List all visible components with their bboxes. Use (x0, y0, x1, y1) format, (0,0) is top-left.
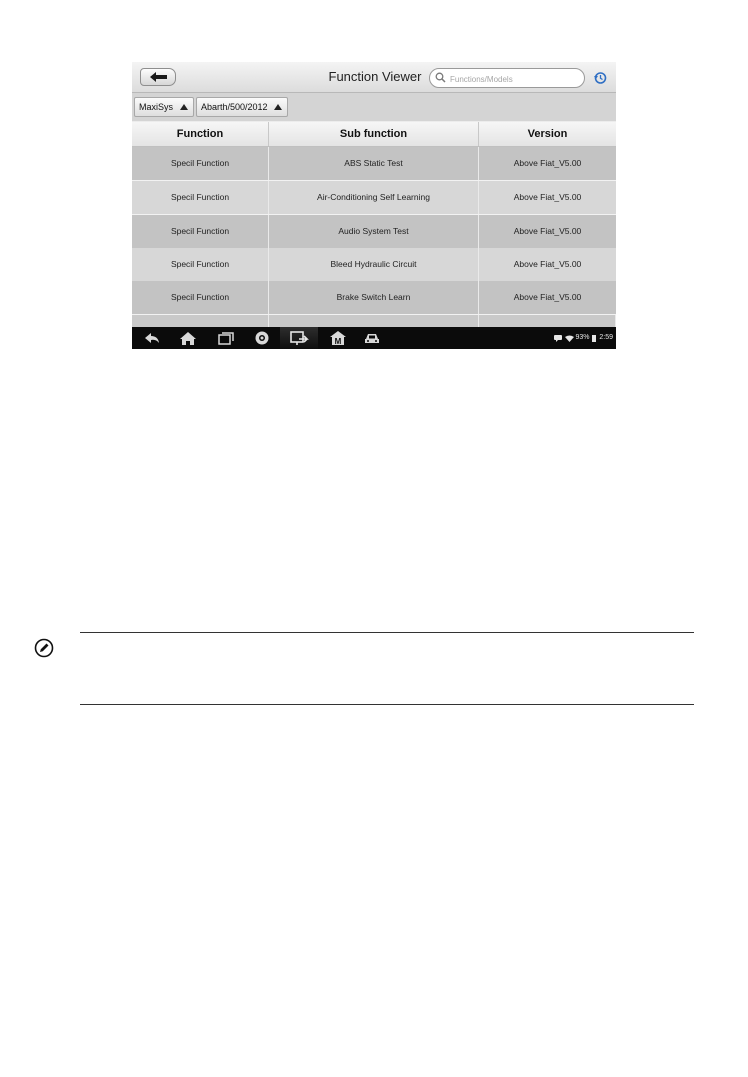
system-dropdown-label: MaxiSys (139, 102, 174, 112)
screenshot-icon[interactable] (289, 330, 309, 346)
partial-cell (269, 315, 479, 327)
battery-icon (592, 335, 596, 342)
vehicle-dropdown-label: Abarth/500/2012 (201, 102, 268, 112)
sub-function-cell: Bleed Hydraulic Circuit (269, 248, 479, 281)
browser-icon[interactable] (252, 330, 272, 346)
partial-cell (132, 315, 269, 327)
svg-text:M: M (334, 337, 342, 346)
back-icon[interactable] (142, 330, 162, 346)
back-button[interactable] (140, 68, 176, 86)
back-arrow-icon (149, 71, 169, 83)
tablet-screen (132, 62, 616, 349)
sub-function-cell: Air-Conditioning Self Learning (269, 181, 479, 214)
search-icon (435, 72, 446, 83)
car-icon[interactable] (362, 330, 382, 346)
function-cell: Specil Function (132, 147, 269, 180)
note-divider-top (80, 632, 694, 633)
table-row[interactable] (132, 181, 616, 215)
search-box[interactable] (429, 68, 585, 88)
sub-function-cell: Brake Switch Learn (269, 281, 479, 314)
android-nav-bar (132, 327, 616, 349)
version-cell: Above Fiat_V5.00 (513, 259, 582, 269)
table-header (132, 122, 616, 147)
status-area (554, 333, 613, 343)
note-divider-bottom (80, 704, 694, 705)
column-header-sub-function[interactable]: Sub function (269, 122, 479, 146)
top-bar (132, 62, 616, 93)
vehicle-dropdown[interactable] (196, 97, 288, 117)
sub-function-cell: ABS Static Test (269, 147, 479, 180)
system-dropdown[interactable] (134, 97, 194, 117)
table-row[interactable] (132, 147, 616, 181)
maxisys-home-icon[interactable] (328, 330, 348, 346)
search-input[interactable] (448, 71, 582, 87)
version-cell: Above Fiat_V5.00 (513, 226, 582, 236)
column-header-version[interactable]: Version (527, 128, 568, 140)
version-cell: Above Fiat_V5.00 (513, 192, 582, 202)
version-cell: Above Fiat_V5.00 (513, 292, 582, 302)
clock: 2:59 (599, 334, 613, 341)
sub-function-cell: Audio System Test (269, 215, 479, 248)
note-pencil-icon (34, 638, 54, 658)
function-cell: Specil Function (132, 248, 269, 281)
triangle-up-icon (180, 104, 188, 110)
table-row[interactable] (132, 215, 616, 249)
page-title: Function Viewer (328, 69, 422, 84)
battery-percent: 93% (575, 334, 590, 341)
filter-bar (132, 93, 616, 121)
function-cell: Specil Function (132, 281, 269, 314)
version-cell: Above Fiat_V5.00 (513, 158, 582, 168)
recent-apps-icon[interactable] (216, 330, 236, 346)
table-row[interactable] (132, 248, 616, 282)
table-row-partial (132, 315, 616, 327)
table-row[interactable] (132, 281, 616, 315)
column-header-function[interactable]: Function (132, 122, 269, 146)
triangle-up-icon (274, 104, 282, 110)
home-icon[interactable] (178, 330, 198, 346)
partial-cell (479, 315, 616, 327)
history-icon[interactable] (593, 71, 607, 85)
function-cell: Specil Function (132, 215, 269, 248)
notification-icon (554, 335, 563, 342)
wifi-icon (565, 335, 574, 342)
function-cell: Specil Function (132, 181, 269, 214)
